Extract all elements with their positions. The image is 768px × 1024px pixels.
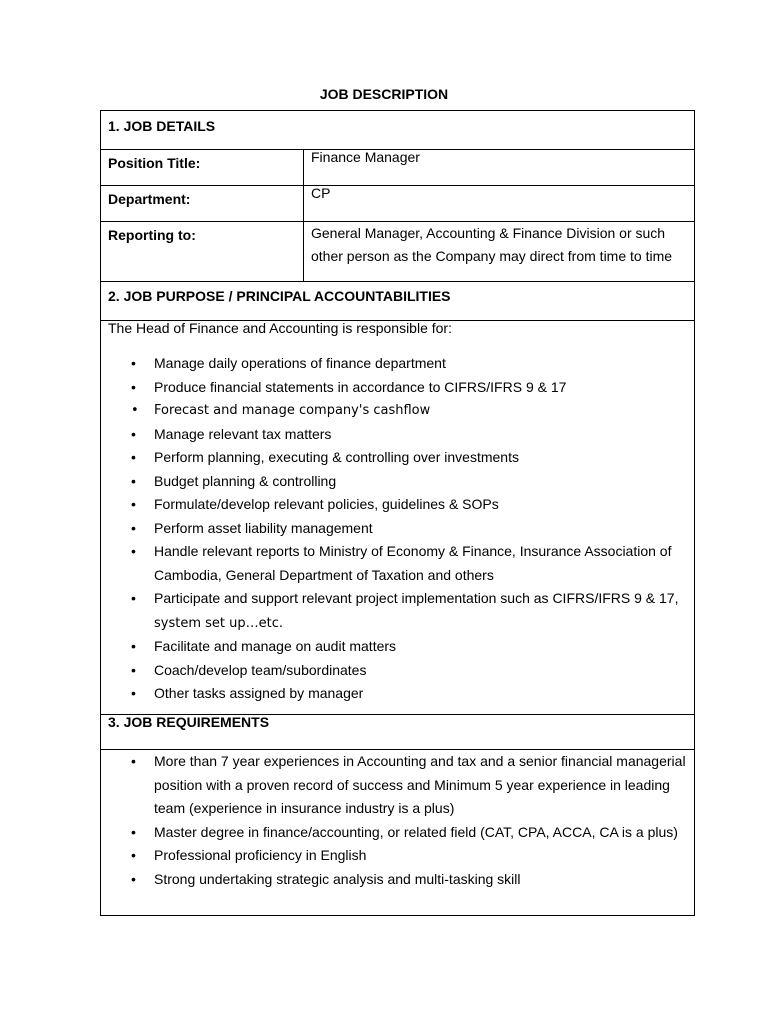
list-item: • Perform planning, executing & controlling over investments (101, 446, 694, 470)
list-item: • Forecast and manage company's cashflow (101, 399, 694, 423)
document-title: JOB DESCRIPTION (319, 86, 449, 102)
list-item: • Professional proficiency in English (101, 844, 694, 868)
reporting-to-label: Reporting to: (101, 222, 304, 281)
list-item (101, 587, 694, 635)
job-requirements-header: 3. JOB REQUIREMENTS (108, 714, 270, 730)
list-item: • Manage relevant tax matters (101, 423, 694, 447)
list-item: • Manage daily operations of finance department (101, 352, 694, 376)
list-item-text: Participate and support relevant project implementation such as CIFRS/IFRS 9 & 17, (154, 590, 679, 606)
job-purpose-header-row (100, 281, 695, 321)
list-item: • Handle relevant reports to Ministry of Economy & Finance, Insurance Association of Cambodia, General Department of Taxation and others (101, 540, 694, 587)
job-purpose-intro: The Head of Finance and Accounting is responsible for: (108, 320, 452, 336)
department-row (100, 185, 695, 222)
reporting-to-value: General Manager, Accounting & Finance Division or such other person as the Company may direct from time to time (311, 225, 673, 264)
list-item: • Perform asset liability management (101, 517, 694, 541)
job-purpose-list (101, 352, 694, 706)
department-label: Department: (101, 186, 304, 221)
list-item: • Coach/develop team/subordinates (101, 659, 694, 683)
job-purpose-header: 2. JOB PURPOSE / PRINCIPAL ACCOUNTABILITIES (108, 288, 451, 304)
job-requirements-header-row (100, 714, 695, 750)
job-requirements-body (100, 749, 695, 916)
list-item: • Facilitate and manage on audit matters (101, 635, 694, 659)
list-item: • Budget planning & controlling (101, 470, 694, 494)
job-requirements-list (101, 750, 694, 891)
list-item-continuation: system set up…etc. (154, 615, 283, 631)
list-item: • More than 7 year experiences in Accounting and tax and a senior financial managerial position with a proven record of success and Minimum 5 year experience in leading team (experience in insurance industry is a plus) (101, 750, 694, 821)
position-title-value: Finance Manager (311, 149, 420, 165)
list-item: • Formulate/develop relevant policies, guidelines & SOPs (101, 493, 694, 517)
list-item: • Other tasks assigned by manager (101, 682, 694, 706)
list-item: • Strong undertaking strategic analysis and multi-tasking skill (101, 868, 694, 892)
position-title-label: Position Title: (101, 150, 304, 185)
reporting-to-row (100, 221, 695, 282)
position-title-row (100, 149, 695, 186)
job-details-section (100, 110, 695, 150)
list-item: • Master degree in finance/accounting, or related field (CAT, CPA, ACCA, CA is a plus) (101, 821, 694, 845)
job-purpose-body (100, 320, 695, 715)
list-item: • Produce financial statements in accordance to CIFRS/IFRS 9 & 17 (101, 376, 694, 400)
job-details-header: 1. JOB DETAILS (108, 118, 216, 134)
department-value: CP (311, 185, 331, 201)
